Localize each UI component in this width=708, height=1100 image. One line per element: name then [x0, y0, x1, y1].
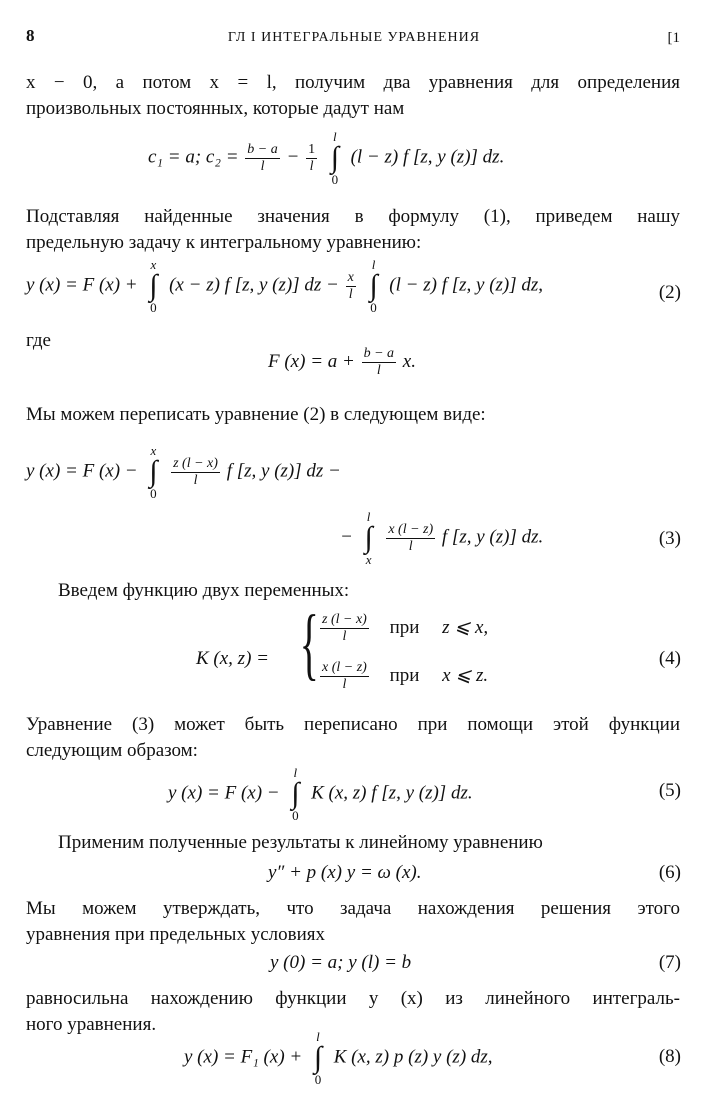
paragraph-line: Мы можем переписать уравнение (2) в следующем виде:: [26, 404, 486, 425]
paragraph-line: уравнения при предельных условиях: [26, 924, 325, 945]
equation-3a: y (x) = F (x) − x ∫ 0 $\frac{z (l - x)}{l}$ f [z, y (z)] dz −: [26, 443, 341, 501]
fraction: $\frac{x (l - z)}{l}$: [388, 521, 434, 554]
equation-number: (8): [658, 1046, 681, 1067]
integral-sign: l ∫ 0: [330, 129, 339, 187]
paragraph-line: Уравнение (3) может быть переписано при помощи этой функции: [26, 714, 680, 735]
fraction: $\frac{1}{l}$: [308, 141, 316, 174]
paragraph-line: ного уравнения.: [26, 1014, 157, 1035]
equation-number: (3): [658, 528, 681, 549]
integral-sign: l ∫ 0: [291, 765, 300, 823]
equation-number: (5): [658, 780, 681, 801]
section-marker: [1: [667, 30, 680, 46]
paragraph-line: Применим полученные результаты к линейному уравнению: [58, 832, 543, 853]
integral-sign: l ∫ 0: [313, 1029, 323, 1087]
paragraph-line: предельную задачу к интегральному уравнению:: [26, 232, 422, 253]
equation-5: y (x) = F (x) − l ∫ 0 K (x, z) f [z, y (z)] dz.: [168, 765, 473, 823]
equation-8: y (x) = F₁ (x) + l ∫ 0 K (x, z) p (z) y (z) dz,: [184, 1029, 493, 1087]
equation-4-brace: {: [299, 600, 319, 688]
equation-4-case-1: $\frac{z (l - x)}{l}$ при z ⩽ x,: [322, 612, 489, 644]
fraction: $\frac{z (l - x)}{l}$: [173, 455, 218, 488]
integral-sign: l ∫ 0: [369, 257, 378, 315]
equation-7: y (0) = a; y (l) = b: [270, 952, 412, 973]
equation-number: (6): [658, 862, 681, 883]
equation-2: y (x) = F (x) + x ∫ 0 (x − z) f [z, y (z)] dz − $\frac{x}{l}$ l ∫ 0 (l − z) f [z, y (z)] dz,: [26, 257, 544, 315]
fraction: $\frac{b - a}{l}$: [363, 346, 395, 378]
fraction: $\frac{x}{l}$: [347, 269, 354, 302]
equation-number: (4): [658, 648, 681, 669]
fraction: $\frac{b - a}{l}$: [247, 141, 278, 174]
integral-sign: l ∫ x: [364, 509, 373, 567]
equation-number: (7): [658, 952, 681, 973]
equation-4-left: K (x, z) =: [196, 648, 269, 669]
running-title: ГЛ I ИНТЕГРАЛЬНЫЕ УРАВНЕНИЯ: [227, 30, 481, 45]
paragraph-line: Подставляя найденные значения в формулу (1), приведем нашу: [26, 206, 680, 227]
equation-6: y″ + p (x) y = ω (x).: [268, 862, 422, 883]
paragraph-line: Введем функцию двух переменных:: [58, 580, 350, 601]
integral-sign: x ∫ 0: [149, 443, 158, 501]
page-number: 8: [26, 26, 35, 45]
fraction: $\frac{z (l - x)}{l}$: [322, 612, 367, 644]
paragraph-line: равносильна нахождению функции y (x) из линейного интеграль-: [26, 988, 680, 1009]
paragraph-line: следующим образом:: [26, 740, 198, 761]
equation-4-case-2: $\frac{x (l - z)}{l}$ при x ⩽ z.: [322, 660, 489, 692]
integral-sign: x ∫ 0: [149, 257, 158, 315]
equation-3b: − l ∫ x $\frac{x (l - z)}{l}$ f [z, y (z)] dz.: [340, 509, 544, 567]
paragraph-line: Мы можем утверждать, что задача нахождения решения этого: [26, 898, 680, 919]
equation-F: F (x) = a + $\frac{b - a}{l}$ x.: [268, 346, 416, 378]
equation-number: (2): [658, 282, 681, 303]
paragraph-line: где: [26, 330, 51, 351]
fraction: $\frac{x (l - z)}{l}$: [322, 660, 367, 692]
equation-constants: c₁ = a; c₂ = $\frac{b - a}{l}$ − $\frac{1}{l}$ l ∫ 0 (l − z) f [z, y (z)] dz.: [148, 129, 505, 187]
paragraph-line: произвольных постоянных, которые дадут нам: [26, 98, 405, 119]
paragraph-line: x − 0, а потом x = l, получим два уравнения для определения: [26, 72, 680, 93]
